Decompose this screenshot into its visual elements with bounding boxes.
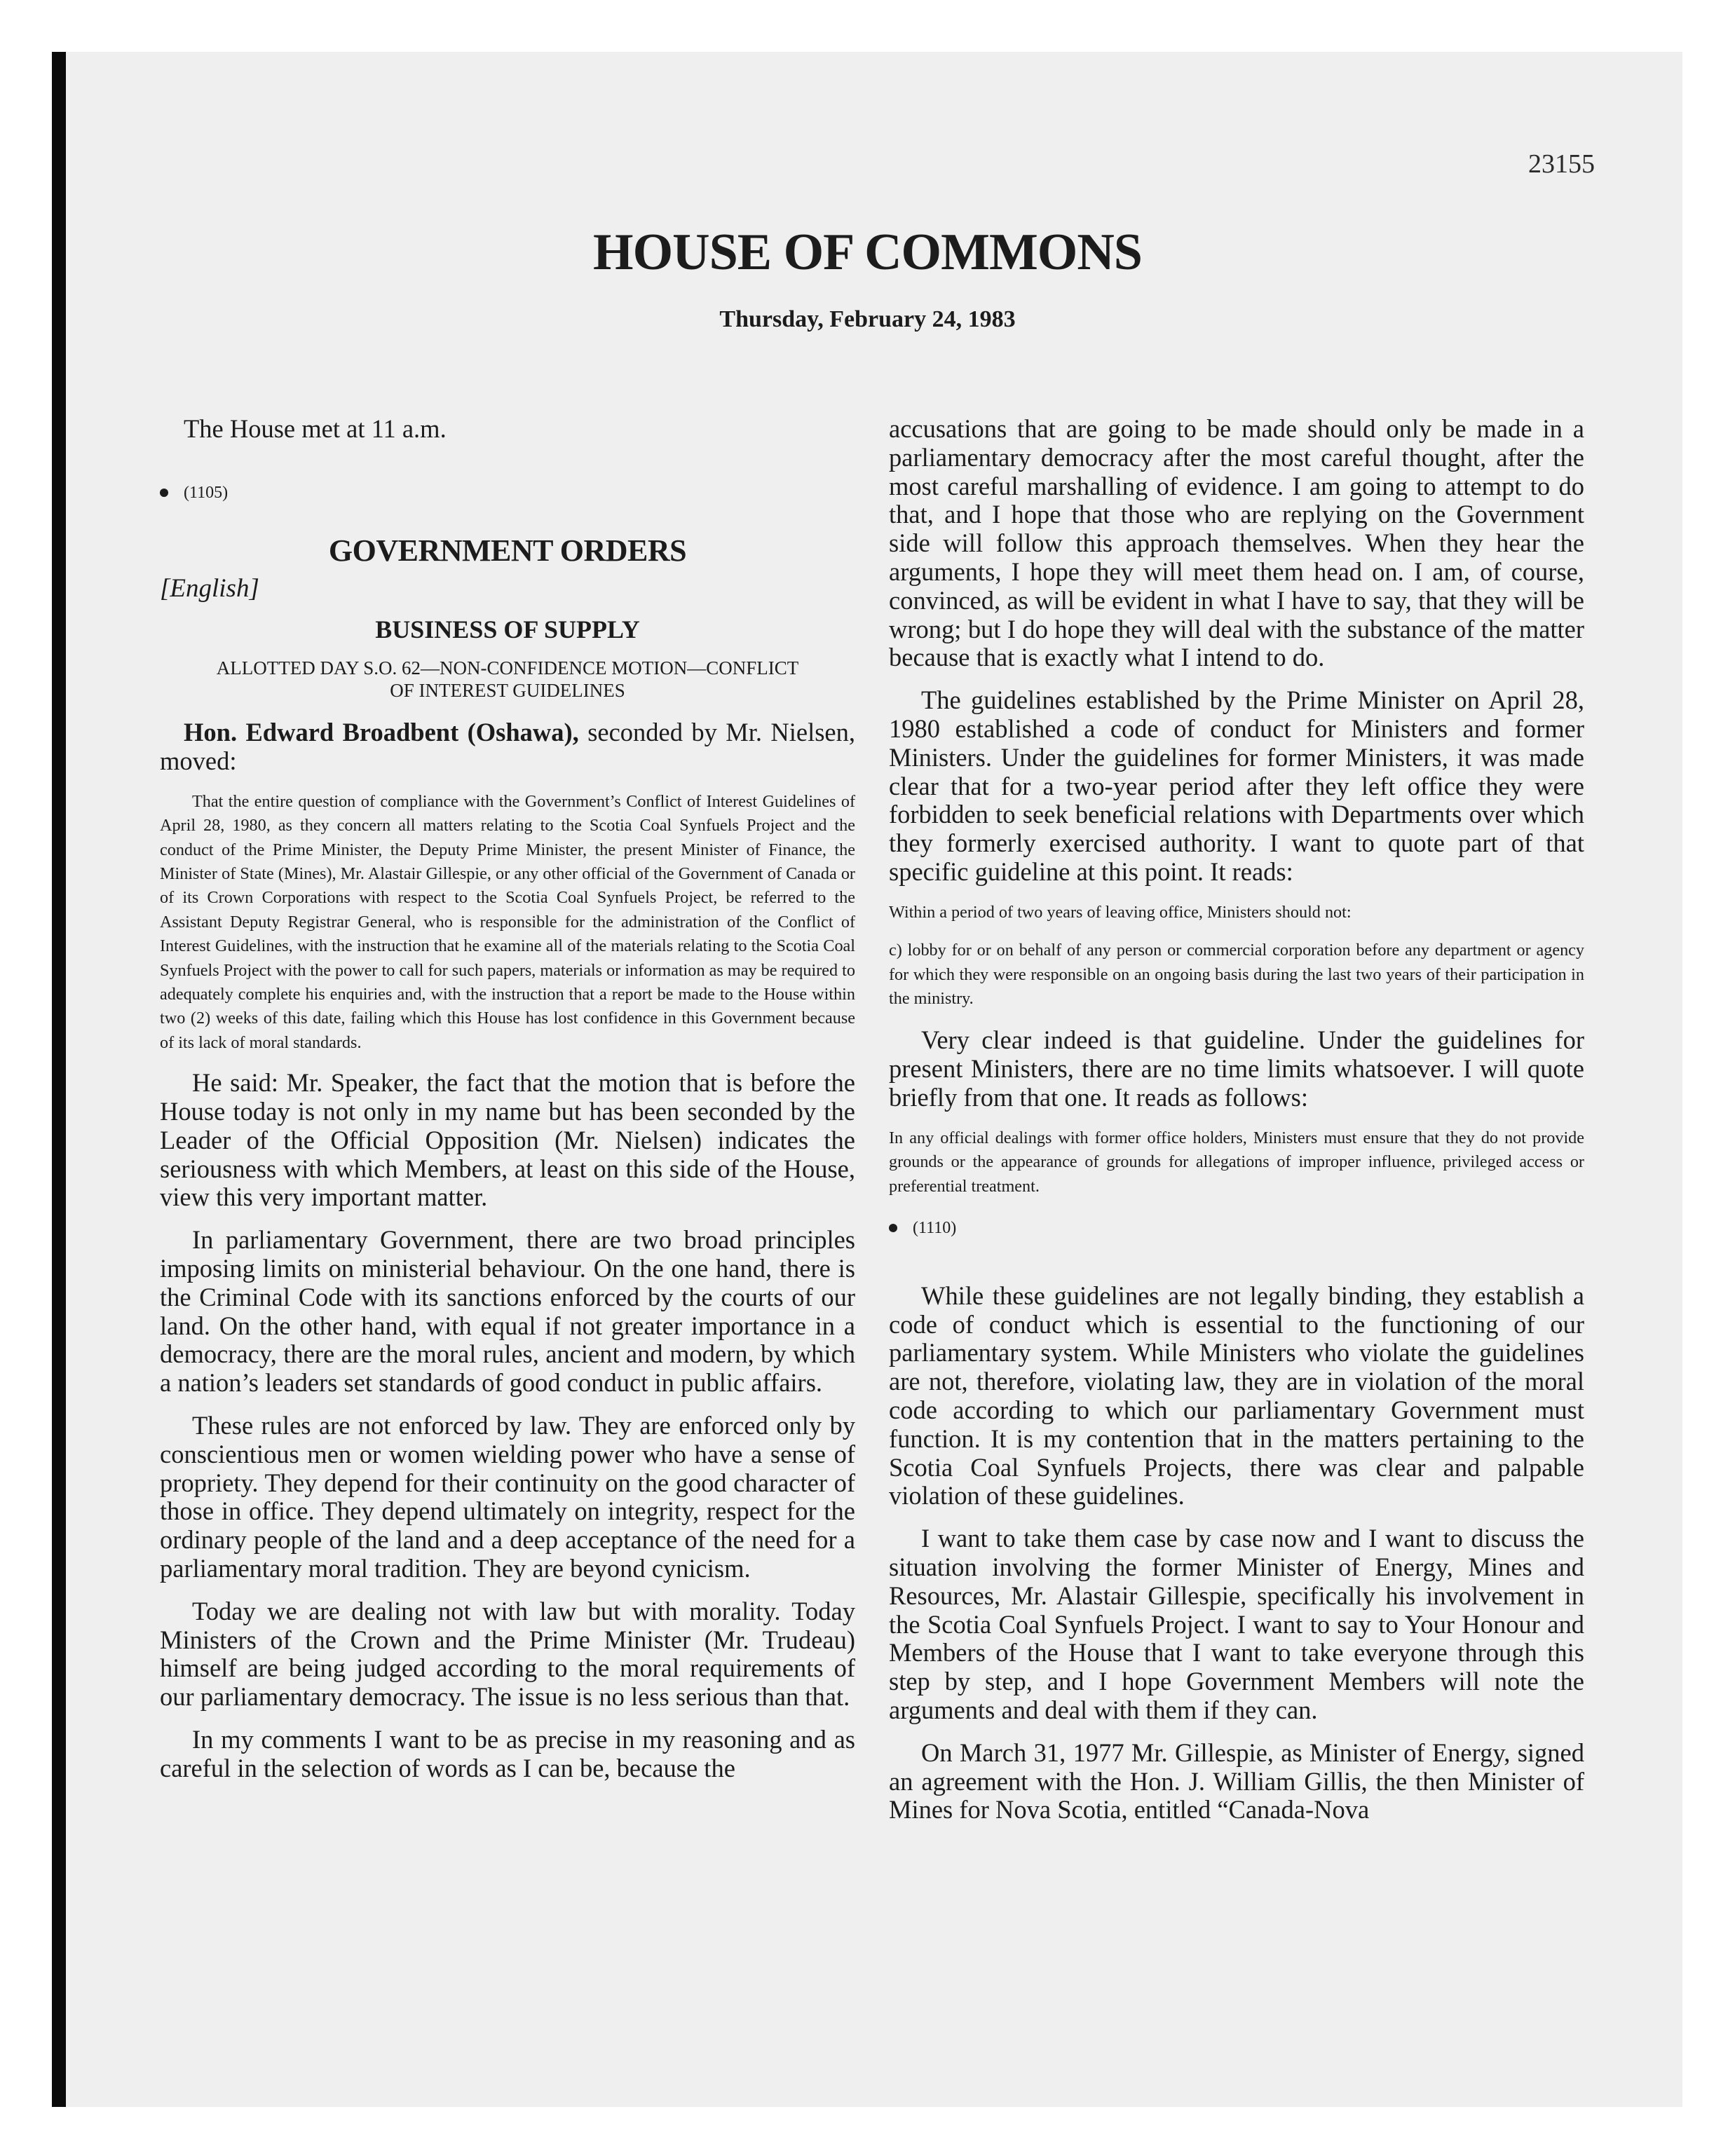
right-column [889,415,1584,1838]
time-marker [889,1214,1584,1243]
quote-line: In any official dealings with former office holders, Ministers must ensure that they do not provide grounds or the appearance of grounds for allegations of improper influence, privileged access or preferential treatment. [889,1128,1584,1196]
mover-line [160,718,855,776]
page-number: 23155 [1528,149,1595,179]
motion-heading-line-1: ALLOTTED DAY S.O. 62—NON-CONFIDENCE MOTION—CONFLICT [216,657,799,679]
motion-text: That the entire question of compliance with the Government’s Conflict of Interest Guidelines of April 28, 1980, as they concern all matters relating to the Scotia Coal Synfuels Project and the conduct of the Prime Minister, the Deputy Prime Minister, the present Minister of Finance, the Minister of State (Mines), Mr. Alastair Gillespie, or any other official of the Government of Canada or of its Crown Corporations with respect to the Scotia Coal Synfuels Project, be referred to the Assistant Deputy Registrar General, who is responsible for the administration of the Conflict of Interest Guidelines, with the instruction that he examine all of the materials relating to the Scotia Coal Synfuels Project with the power to call for such papers, materials or information as may be required to adequately complete his enquiries and, with the instruction that a report be made to the House within two (2) weeks of this date, failing which this House has lost confidence in this Government because of its lack of moral standards. [160,791,855,1052]
mover-name: Hon. Edward Broadbent (Oshawa), [184,718,579,747]
bullet-icon [160,489,168,497]
speech-paragraph: These rules are not enforced by law. They are enforced only by conscientious men or women wielding power who have a sense of propriety. They depend for their continuity on the good character of those in office. They depend ultimately on integrity, respect for the ordinary people of the land and a deep acceptance of the need for a parliamentary moral tradition. They are beyond cynicism. [160,1411,855,1583]
speech-paragraph: The guidelines established by the Prime Minister on April 28, 1980 established a code of conduct for Ministers and former Ministers. Under the guidelines for former Ministers, it was made clear that for a two-year period after they left office they were forbidden to seek beneficial relations with Departments over which they formerly exercised authority. I want to quote part of that specific guideline at this point. It reads: [889,685,1584,886]
speech-paragraph: accusations that are going to be made should only be made in a parliamentary democracy after the most careful thought, after the most careful marshalling of evidence. I am going to attempt to do that, and I hope that those who are replying on the Government side will follow this approach themselves. When they hear the arguments, I hope they will meet them head on. I am, of course, convinced, as will be evident in what I have to say, that they will be wrong; but I do hope they will deal with the substance of the matter because that is exactly what I intend to do. [889,414,1584,672]
page-title: HOUSE OF COMMONS [593,224,1142,281]
binding-edge [52,52,66,2107]
time-marker [160,479,855,507]
speech-paragraph: In my comments I want to be as precise in my reasoning and as careful in the selection of words as I can be, because the [160,1724,855,1782]
speech-paragraph: In parliamentary Government, there are two broad principles imposing limits on ministerial behaviour. On the one hand, there is the Criminal Code with its sanctions enforced by the courts of our land. On the other hand, with equal if not greater importance in a democracy, there are the moral rules, ancient and modern, by which a nation’s leaders set standards of good conduct in public affairs. [160,1225,855,1398]
time-marker-label: (1110) [913,1218,957,1237]
speech-paragraph: On March 31, 1977 Mr. Gillespie, as Minister of Energy, signed an agreement with the Hon. J. William Gillis, the then Minister of Mines for Nova Scotia, entitled “Canada-Nova [889,1738,1584,1824]
quote-line: c) lobby for or on behalf of any person or commercial corporation before any department or agency for which they were responsible on an ongoing basis during the last two years of their participation in the ministry. [889,941,1584,1008]
house-met-line: The House met at 11 a.m. [184,414,447,443]
motion-heading [160,657,855,702]
sub-heading: BUSINESS OF SUPPLY [375,615,640,644]
language-tag: [English] [160,573,259,603]
mover-rest: seconded by Mr. Nielsen, moved: [160,718,855,775]
guideline-quote [889,901,1584,1011]
section-heading: GOVERNMENT ORDERS [328,533,687,568]
speech-paragraph: I want to take them case by case now and I want to discuss the situation involving the former Minister of Energy, Mines and Resources, Mr. Alastair Gillespie, specifically his involvement in the Scotia Coal Synfuels Project. I want to say to Your Honour and Members of the House that I want to take everyone through this step by step, and I hope Government Members will note the arguments and deal with them if they can. [889,1524,1584,1724]
motion-heading-line-2: OF INTEREST GUIDELINES [390,680,625,702]
left-column [160,415,855,1797]
time-marker-label: (1105) [184,483,229,502]
speech-paragraph: He said: Mr. Speaker, the fact that the motion that is before the House today is not only in my name but has been seconded by the Leader of the Official Opposition (Mr. Nielsen) indicates the seriousness with which Members, at least on this side of the House, view this very important matter. [160,1068,855,1212]
speech-paragraph: Very clear indeed is that guideline. Under the guidelines for present Ministers, there are no time limits whatsoever. I will quote briefly from that one. It reads as follows: [889,1025,1584,1112]
speech-paragraph: Today we are dealing not with law but with morality. Today Ministers of the Crown and the Prime Minister (Mr. Trudeau) himself are being judged according to the moral requirements of our parliamentary democracy. The issue is no less serious than that. [160,1596,855,1712]
guideline-quote [889,1126,1584,1199]
sitting-date: Thursday, February 24, 1983 [719,306,1016,332]
speech-paragraph: While these guidelines are not legally binding, they establish a code of conduct which is essential to the functioning of our parliamentary system. While Ministers who violate the guidelines are not, therefore, violating law, they are in violation of the moral code according to which our parliamentary Government must function. It is my contention that in the matters pertaining to the Scotia Coal Synfuels Projects, there was clear and palpable violation of these guidelines. [889,1281,1584,1510]
quote-line: Within a period of two years of leaving office, Ministers should not: [889,902,1352,922]
bullet-icon [889,1224,897,1232]
